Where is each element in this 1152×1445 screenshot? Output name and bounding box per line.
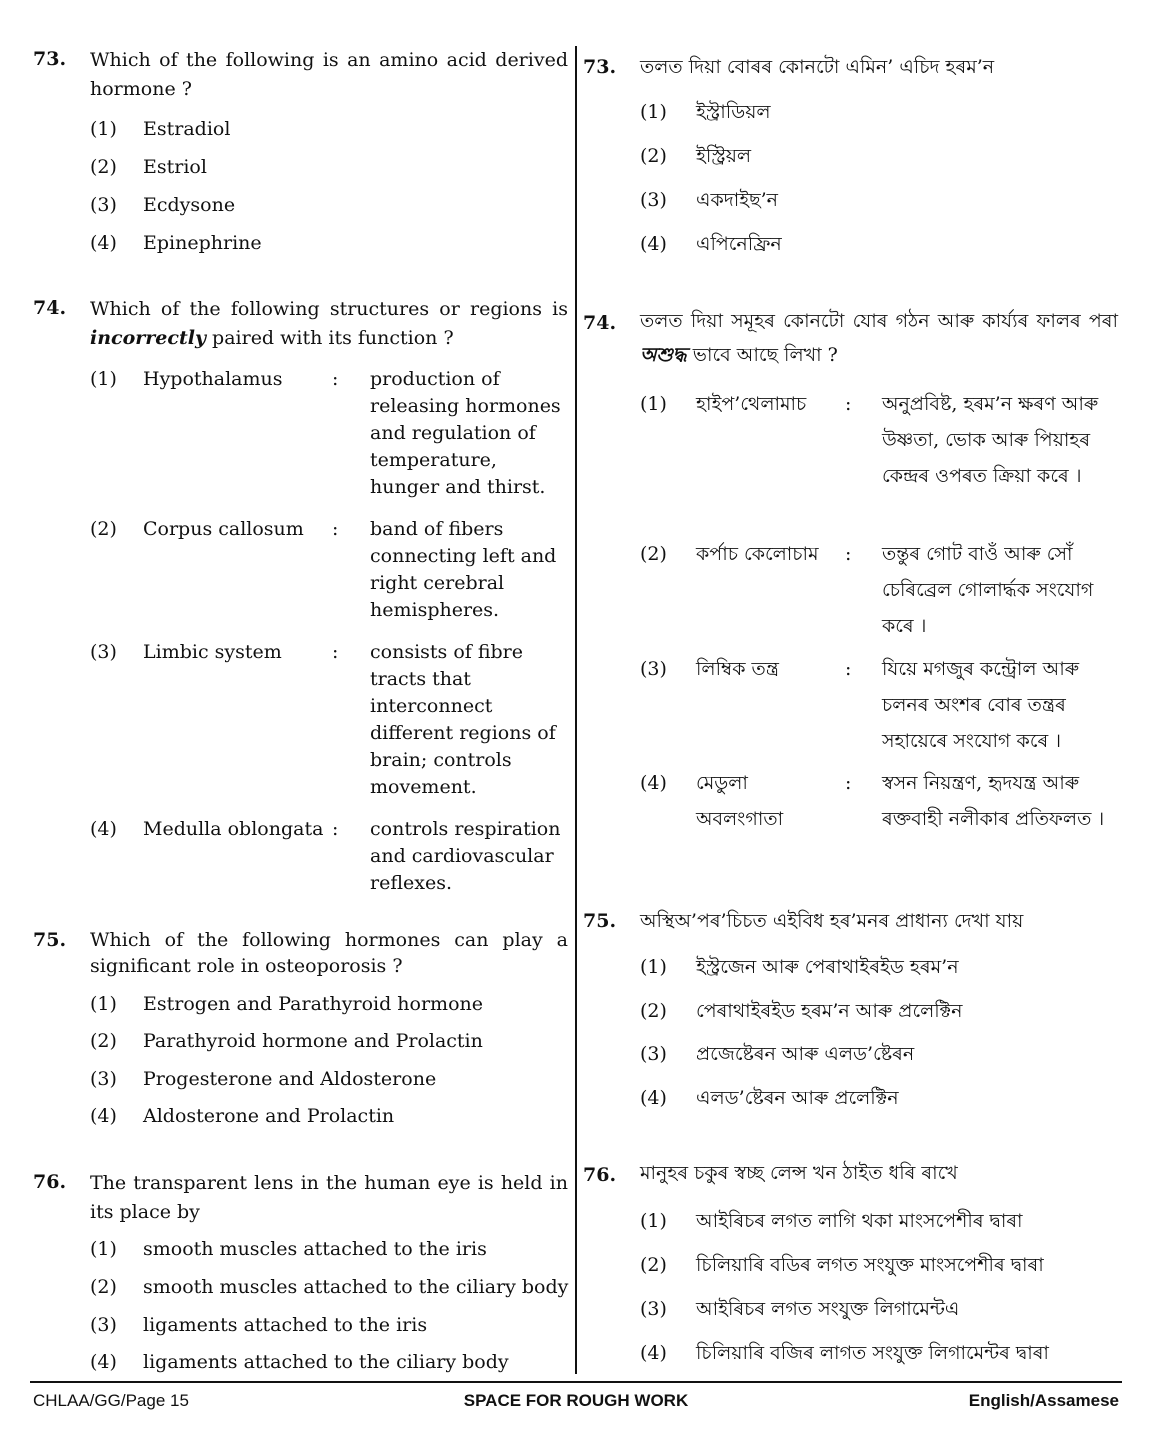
option-text: Ecdysone bbox=[143, 194, 236, 216]
question-text-part: ভাবে আছে লিখা ? bbox=[686, 344, 838, 366]
option-term: Limbic system bbox=[143, 641, 282, 663]
option-text: smooth muscles attached to the ciliary body bbox=[143, 1276, 569, 1298]
separator-colon: : bbox=[845, 393, 852, 415]
option-number: (4) bbox=[90, 1105, 117, 1127]
option-number: (2) bbox=[640, 145, 667, 167]
option-text: প্ৰজেষ্টেৰন আৰু এলড’ষ্টেৰন bbox=[696, 1043, 915, 1065]
column-divider bbox=[575, 46, 577, 1374]
option-number: (2) bbox=[90, 1030, 117, 1052]
option-description: controls respiration and cardiovascular reflexes. bbox=[370, 818, 561, 894]
option-number: (2) bbox=[90, 518, 117, 540]
question-text: Which of the following hormones can play a significant role in osteoporosis ? bbox=[90, 929, 568, 977]
question-number: 73. bbox=[583, 56, 617, 78]
separator-colon: : bbox=[332, 518, 339, 540]
separator-colon: : bbox=[332, 368, 339, 390]
question-text: মানুহৰ চকুৰ স্বচ্ছ লেন্স খন ঠাইত ধৰি ৰাখে bbox=[640, 1162, 958, 1184]
option-text: Aldosterone and Prolactin bbox=[143, 1105, 395, 1127]
separator-colon: : bbox=[332, 641, 339, 663]
option-number: (2) bbox=[640, 543, 667, 565]
option-number: (4) bbox=[90, 232, 117, 254]
option-number: (1) bbox=[90, 1238, 117, 1260]
page-footer bbox=[33, 1391, 1119, 1417]
question-text bbox=[640, 304, 1118, 372]
question-text: অস্থিঅ’পৰ’চিচত এইবিধ হৰ’মনৰ প্ৰাধান্য দেখা যায় bbox=[640, 910, 1024, 932]
footer-rule bbox=[30, 1381, 1122, 1383]
option-text: Parathyroid hormone and Prolactin bbox=[143, 1030, 483, 1052]
option-term: কৰ্পাচ কেলোচাম bbox=[696, 543, 819, 565]
question-number: 73. bbox=[33, 48, 67, 70]
option-number: (2) bbox=[90, 1276, 117, 1298]
emphasis-text: incorrectly bbox=[90, 327, 206, 349]
option-description: band of fibers connecting left and right cerebral hemispheres. bbox=[370, 518, 557, 621]
emphasis-text: অশুদ্ধ bbox=[640, 344, 687, 366]
option-number: (2) bbox=[640, 1000, 667, 1022]
option-term: মেডুলা অবলংগাতা bbox=[696, 772, 784, 830]
page-code: CHLAA/GG/Page 15 bbox=[33, 1391, 189, 1410]
separator-colon: : bbox=[845, 772, 852, 794]
option-description: স্বসন নিয়ন্ত্ৰণ, হৃদযন্ত্ৰ আৰু ৰক্তবাহী নলীকাৰ প্ৰতিফলত । bbox=[882, 772, 1105, 830]
option-description: যিয়ে মগজুৰ কন্ট্ৰোল আৰু চলনৰ অংশৰ বোৰ তন্ত্ৰৰ সহায়েৰে সংযোগ কৰে । bbox=[882, 658, 1080, 752]
option-description: অনুপ্ৰবিষ্ট, হৰম’ন ক্ষৰণ আৰু উষ্ণতা, ভোক আৰু পিয়াহৰ কেন্দ্ৰৰ ওপৰত ক্ৰিয়া কৰে । bbox=[882, 393, 1099, 487]
option-description: consists of fibre tracts that interconnect different regions of brain; controls movement. bbox=[370, 641, 556, 798]
option-text: চিলিয়াৰি বজিৰ লাগত সংযুক্ত লিগামেন্টৰ দ্বাৰা bbox=[696, 1342, 1049, 1364]
question-number: 76. bbox=[33, 1171, 67, 1193]
option-number: (3) bbox=[90, 641, 117, 663]
question-text-part: paired with its function ? bbox=[206, 327, 454, 349]
option-text: ইস্ট্ৰিয়ল bbox=[696, 145, 752, 167]
question-number: 74. bbox=[33, 297, 67, 319]
option-number: (1) bbox=[640, 393, 667, 415]
separator-colon: : bbox=[845, 658, 852, 680]
option-number: (2) bbox=[90, 156, 117, 178]
option-number: (4) bbox=[640, 1087, 667, 1109]
option-number: (4) bbox=[90, 818, 117, 840]
question-text: তলত দিয়া বোৰৰ কোনটো এমিন’ এচিদ হৰম’ন bbox=[640, 56, 995, 78]
option-number: (4) bbox=[640, 1342, 667, 1364]
question-text: The transparent lens in the human eye is held in its place by bbox=[90, 1172, 568, 1223]
option-number: (3) bbox=[640, 189, 667, 211]
option-number: (3) bbox=[640, 1043, 667, 1065]
option-text: পেৰাথাইৰইড হৰম’ন আৰু প্ৰলেক্টিন bbox=[696, 1000, 963, 1022]
option-number: (1) bbox=[640, 956, 667, 978]
option-text: এলড’ষ্টেৰন আৰু প্ৰলেক্টিন bbox=[696, 1087, 899, 1109]
question-number: 75. bbox=[583, 910, 617, 932]
question-text-part: Which of the following structures or regions is bbox=[90, 298, 568, 320]
option-text: smooth muscles attached to the iris bbox=[143, 1238, 487, 1260]
question-text: Which of the following is an amino acid derived hormone ? bbox=[90, 49, 568, 100]
question-text bbox=[90, 295, 568, 353]
option-number: (3) bbox=[90, 1068, 117, 1090]
option-number: (3) bbox=[90, 194, 117, 216]
question-text-part: তলত দিয়া সমূহৰ কোনটো যোৰ গঠন আৰু কাৰ্য্যৰ ফালৰ পৰা bbox=[640, 310, 1118, 332]
option-text: আইৰিচৰ লগত সংযুক্ত লিগামেন্টএ bbox=[696, 1298, 960, 1320]
option-text: চিলিয়াৰি বডিৰ লগত সংযুক্ত মাংসপেশীৰ দ্বাৰা bbox=[696, 1254, 1044, 1276]
separator-colon: : bbox=[332, 818, 339, 840]
option-number: (4) bbox=[640, 233, 667, 255]
question-number: 76. bbox=[583, 1164, 617, 1186]
option-number: (4) bbox=[90, 1351, 117, 1373]
rough-work-label: SPACE FOR ROUGH WORK bbox=[463, 1391, 689, 1410]
option-number: (1) bbox=[90, 118, 117, 140]
option-number: (1) bbox=[640, 101, 667, 123]
question-number: 75. bbox=[33, 929, 67, 951]
option-text: ইস্ট্ৰজেন আৰু পেৰাথাইৰইড হৰম’ন bbox=[696, 956, 959, 978]
option-term: লিম্বিক তন্ত্ৰ bbox=[696, 658, 780, 680]
option-number: (4) bbox=[640, 772, 667, 794]
option-text: Progesterone and Aldosterone bbox=[143, 1068, 437, 1090]
option-number: (3) bbox=[640, 1298, 667, 1320]
option-description: production of releasing hormones and regulation of temperature, hunger and thirst. bbox=[370, 368, 561, 498]
option-number: (3) bbox=[640, 658, 667, 680]
question-number: 74. bbox=[583, 312, 617, 334]
option-text: এপিনেফ্ৰিন bbox=[696, 233, 782, 255]
option-text: Epinephrine bbox=[143, 232, 262, 254]
option-text: আইৰিচৰ লগত লাগি থকা মাংসপেশীৰ দ্বাৰা bbox=[696, 1210, 1023, 1232]
option-text: Estriol bbox=[143, 156, 207, 178]
option-text: ligaments attached to the iris bbox=[143, 1314, 428, 1336]
option-number: (1) bbox=[90, 993, 117, 1015]
option-term: হাইপ’থেলামাচ bbox=[696, 393, 807, 415]
option-text: ligaments attached to the ciliary body bbox=[143, 1351, 509, 1373]
option-term: Corpus callosum bbox=[143, 518, 304, 540]
option-number: (1) bbox=[640, 1210, 667, 1232]
language-label: English/Assamese bbox=[968, 1391, 1119, 1410]
option-text: ইস্ট্ৰাডিয়ল bbox=[696, 101, 771, 123]
option-description: তন্তুৰ গোট বাওঁ আৰু সোঁ চেৰিব্ৰেল গোলাৰ্দ্ধক সংযোগ কৰে । bbox=[882, 543, 1094, 637]
option-term: Medulla oblongata bbox=[143, 818, 324, 840]
option-number: (2) bbox=[640, 1254, 667, 1276]
separator-colon: : bbox=[845, 543, 852, 565]
option-text: Estradiol bbox=[143, 118, 231, 140]
option-number: (1) bbox=[90, 368, 117, 390]
option-text: একদাইছ’ন bbox=[696, 189, 779, 211]
option-number: (3) bbox=[90, 1314, 117, 1336]
option-text: Estrogen and Parathyroid hormone bbox=[143, 993, 483, 1015]
option-term: Hypothalamus bbox=[143, 368, 283, 390]
